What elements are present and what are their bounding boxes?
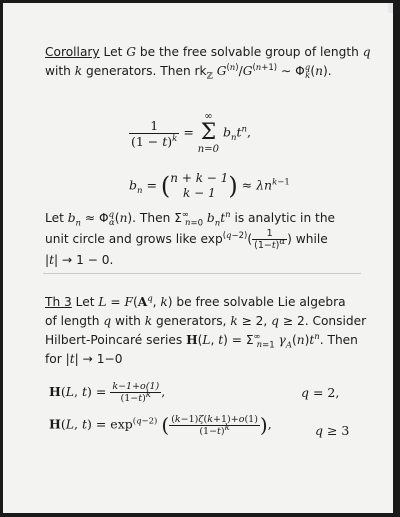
para-line-3: |t| → 1 − 0.: [45, 253, 114, 267]
formula-q2-fraction: $\frac{k-1+o(1)}{(1-t)^k}$: [112, 381, 160, 404]
para-line-2: unit circle and grows like $\exp^{(q-2)}$( $\frac{1}{(1-t)^\alpha}$ ) while: [45, 228, 328, 251]
formula-q3-fraction: $\frac{(k-1)\zeta(k+1)+o(1)}{(1-t)^k}$: [171, 413, 258, 437]
corollary-label: Corollary: [45, 45, 100, 59]
theorem-line-1: Th 3 Let $L = F(A^q$, k) be free solvable Lie algebra: [45, 293, 346, 309]
corollary-line-2: with k generators. Then $rk_ℤ$ $G^{(n)}/G^{(n+1)}$ ∼ $\Phi^q_k(n)$.: [45, 62, 332, 82]
theorem-line-3: Hilbert-Poincaré series H(L, $t) = \Sigma^\infty_{n=1}$ $\gamma_A(n)t^n$. Then: [45, 331, 358, 351]
condition-q3: q ≥ 3: [315, 423, 350, 438]
binomial: n + k − 1 k − 1: [170, 171, 229, 200]
edge-mark: [388, 3, 393, 13]
paper-page: [3, 3, 393, 513]
theorem-line-2: of length q with k generators, k ≥ 2, q ≥ 2. Consider: [45, 314, 367, 328]
sum-symbol: ∞ Σ n=0: [197, 111, 219, 155]
lhs-fraction: $\frac{1}{(1 - t)^k}$: [131, 117, 178, 149]
bn-binomial-equation: $b_n$ = ( n + k − 1 k − 1 ) ≈ $\lambda n^{k-1}$: [129, 171, 290, 200]
formula-q2: H(L, t) = $\frac{k-1+o(1)}{(1-t)^k}$ , q = 2,: [49, 381, 340, 404]
corollary-block: [45, 43, 375, 81]
divider: [43, 273, 361, 274]
theorem-block: [45, 293, 375, 369]
condition-q2: q = 2,: [301, 385, 340, 400]
growth-paragraph: [45, 209, 375, 270]
theorem-label: Th 3: [45, 295, 72, 309]
formula-q3: H(L, $t) = \exp^{(q-2)}$ ( $\frac{(k-1)\zeta(k+1)+o(1)}{(1-t)^k}$ ), q ≥ 3: [49, 413, 350, 438]
para-line-1: Let $b_n \approx \Phi^q_\alpha(n)$. Then $\Sigma^\infty_{n=0}$ $b_nt^n$ is analytic in the: [45, 209, 336, 229]
generating-function-equation: $\frac{1}{(1 - t)^k}$ = ∞ Σ n=0 $b_nt^n$,: [131, 111, 251, 155]
theorem-line-4: for |t| → 1−0: [45, 352, 123, 366]
corollary-line-1: Corollary Let G be the free solvable group of length q: [45, 45, 371, 59]
